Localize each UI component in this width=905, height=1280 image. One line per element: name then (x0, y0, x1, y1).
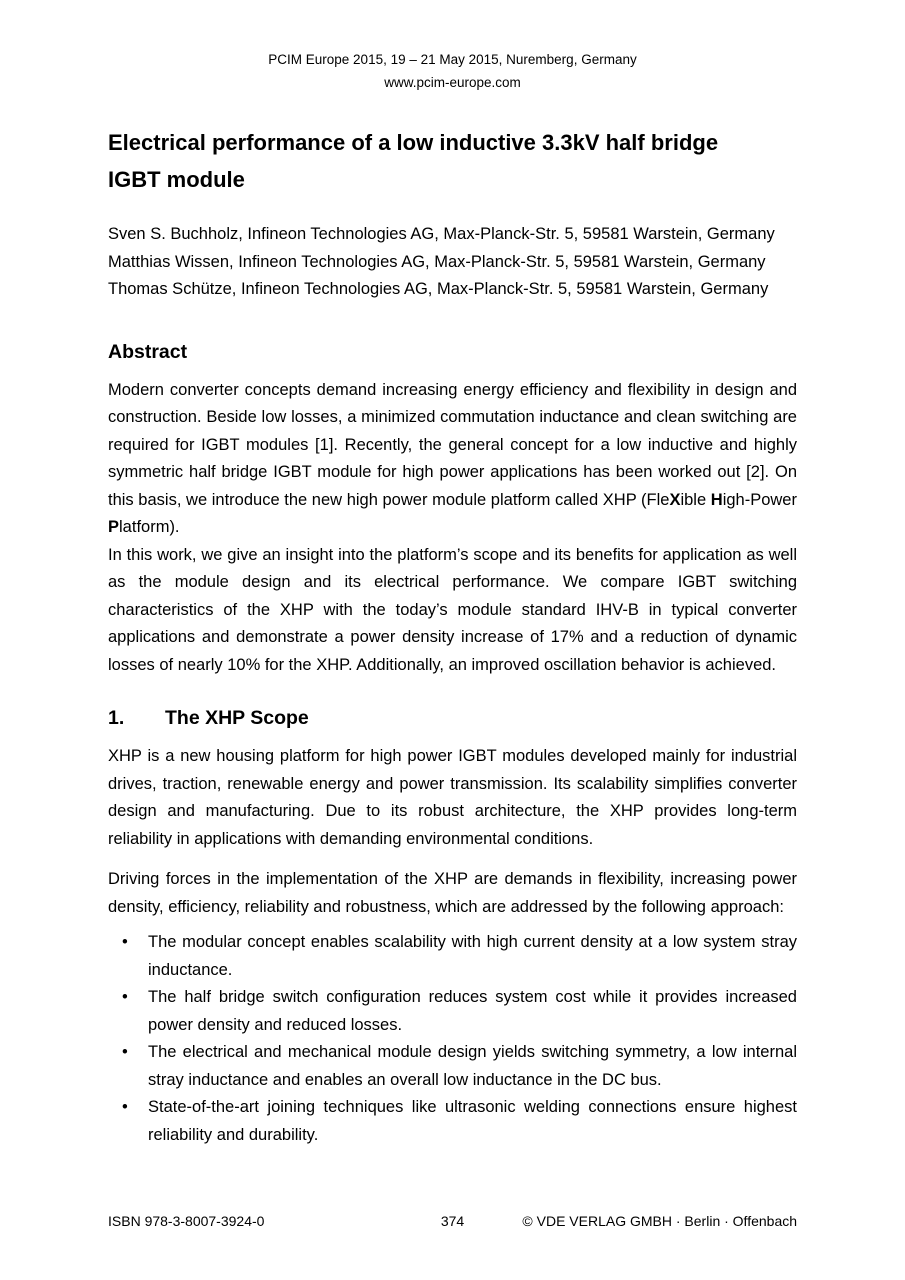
section-1-heading (108, 706, 797, 730)
bullet-text: The modular concept enables scalability with high current density at a low system stray inductance. (148, 933, 797, 979)
footer-isbn: ISBN 978-3-8007-3924-0 (108, 1213, 265, 1229)
author-line: Sven S. Buchholz, Infineon Technologies AG, Max-Planck-Str. 5, 59581 Warstein, Germany (108, 225, 775, 243)
abstract-paragraph-2: In this work, we give an insight into the platform’s scope and its benefits for application as well as the module design and its electrical performance. We compare IGBT switching characteristics of the XHP with the today’s module standard IHV-B in typical converter applications and demonstrate a power density increase of 17% and a reduction of dynamic losses of nearly 10% for the XHP. Additionally, an improved oscillation behavior is achieved. (108, 545, 797, 674)
paper-title-line-2: IGBT module (108, 167, 245, 192)
conference-name: PCIM Europe 2015, 19 – 21 May 2015, Nuremberg, Germany (268, 52, 637, 67)
section-1-title: The XHP Scope (165, 707, 309, 729)
bullet-icon: • (122, 933, 128, 951)
conference-website: www.pcim-europe.com (384, 75, 521, 90)
page-footer (108, 1212, 797, 1230)
abstract-p1-text: latform). (119, 518, 180, 536)
footer-page-number: 374 (440, 1213, 465, 1229)
bullet-icon: • (122, 988, 128, 1006)
bullet-text: The electrical and mechanical module design yields switching symmetry, a low internal stray inductance and enables an overall low inductance in the DC bus. (148, 1043, 797, 1089)
bullet-icon: • (122, 1098, 128, 1116)
abstract-p1-text: igh-Power (722, 490, 797, 509)
bullet-text: The half bridge switch configuration reduces system cost while it provides increased power density and reduced losses. (148, 988, 797, 1034)
author-line: Matthias Wissen, Infineon Technologies AG, Max-Planck-Str. 5, 59581 Warstein, Germany (108, 252, 766, 271)
section-1-paragraph-2: Driving forces in the implementation of the XHP are demands in flexibility, increasing power density, efficiency, reliability and robustness, which are addressed by the following approach: (108, 870, 797, 916)
paper-title (108, 124, 797, 198)
list-item (108, 984, 797, 1039)
abstract-paragraph-1 (108, 377, 797, 542)
authors-block (108, 221, 797, 304)
conference-header (108, 48, 797, 94)
abstract-p1-bold-h: H (710, 490, 723, 509)
section-1-bullet-list (108, 929, 797, 1149)
abstract-p1-text: ible (680, 490, 711, 509)
list-item (108, 1039, 797, 1094)
list-item (108, 929, 797, 984)
list-item (108, 1094, 797, 1149)
abstract-p1-bold-p: P (108, 518, 120, 536)
bullet-text: State-of-the-art joining techniques like ultrasonic welding connections ensure highest reliability and durability. (148, 1098, 797, 1144)
section-1-paragraph-1: XHP is a new housing platform for high power IGBT modules developed mainly for industrial drives, traction, renewable energy and power transmission. Its scalability simplifies converter design and manufacturing. Due to its robust architecture, the XHP provides long-term reliability in applications with demanding environmental conditions. (108, 747, 797, 848)
footer-copyright: © VDE VERLAG GMBH · Berlin · Offenbach (522, 1213, 798, 1229)
paper-title-line-1: Electrical performance of a low inductive 3.3kV half bridge (108, 130, 719, 155)
section-1-number: 1. (108, 707, 125, 729)
bullet-icon: • (122, 1043, 128, 1061)
abstract-heading: Abstract (108, 340, 188, 363)
abstract-p1-bold-x: X (669, 490, 681, 509)
author-line: Thomas Schütze, Infineon Technologies AG, Max-Planck-Str. 5, 59581 Warstein, Germany (108, 280, 769, 298)
abstract-p1-text: Modern converter concepts demand increasing energy efficiency and flexibility in design and construction. Beside low losses, a minimized commutation inductance and clean switching are required for IGBT modules [1]. Recently, the general concept for a low inductive and highly symmetric half bridge IGBT module for high power applications has been worked out [2]. On this basis, we introduce the new high power module platform called XHP (Fle (108, 380, 797, 509)
